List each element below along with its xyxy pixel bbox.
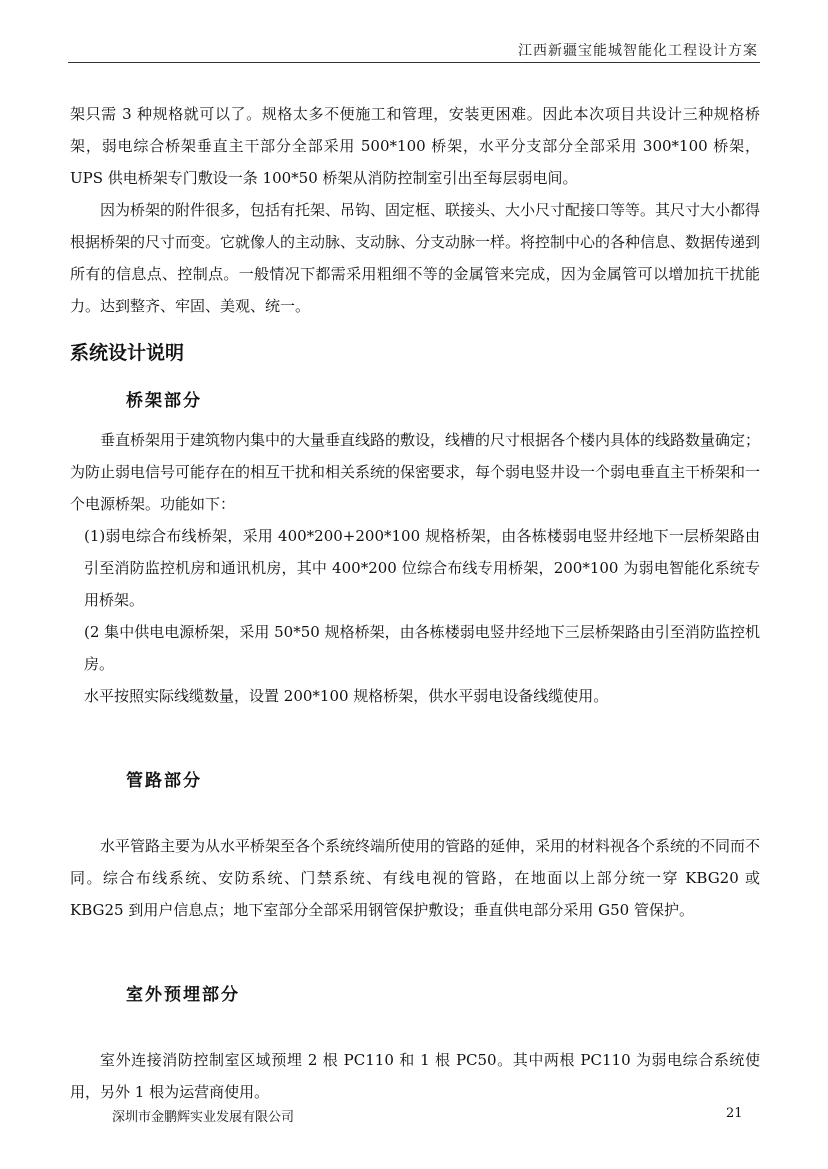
pipe-paragraph: 水平管路主要为从水平桥架至各个系统终端所使用的管路的延伸，采用的材料视各个系统的不同而不同。综合布线系统、安防系统、门禁系统、有线电视的管路，在地面以上部分统一穿 KBG20 或 KBG25 到用户信息点；地下室部分全部采用钢管保护敷设；垂直供电部分采用 G50 管保护。 [70, 837, 761, 919]
intro-paragraph-2: 因为桥架的附件很多，包括有托架、吊钩、固定框、联接头、大小尺寸配接口等等。其尺寸大小都得根据桥架的尺寸而变。它就像人的主动脉、支动脉、分支动脉一样。将控制中心的各种信息、数据传递到所有的信息点、控制点。一般情况下都需采用粗细不等的金属管来完成，因为金属管可以增加抗干扰能力。达到整齐、牢固、美观、统一。 [70, 201, 761, 315]
header-title: 江西新疆宝能城智能化工程设计方案 [518, 43, 758, 59]
tray-heading: 桥架部分 [126, 391, 202, 411]
header-divider [68, 62, 760, 63]
section-heading: 系统设计说明 [70, 342, 185, 364]
tray-item-1: (1)弱电综合布线桥架，采用 400*200+200*100 规格桥架，由各栋楼弱电竖井经地下一层桥架路由引至消防监控机房和通讯机房，其中 400*200 位综合布线专用桥架，200*100 为弱电智能化系统专用桥架。 [84, 527, 760, 609]
pipe-heading: 管路部分 [126, 771, 202, 791]
footer-company: 深圳市金鹏辉实业发展有限公司 [112, 1110, 295, 1125]
outdoor-heading: 室外预埋部分 [126, 985, 240, 1005]
tray-item-2: (2 集中供电电源桥架，采用 50*50 规格桥架，由各栋楼弱电竖井经地下三层桥架路由引至消防监控机房。 [84, 623, 760, 673]
tray-paragraph: 垂直桥架用于建筑物内集中的大量垂直线路的敷设，线槽的尺寸根据各个楼内具体的线路数量确定；为防止弱电信号可能存在的相互干扰和相关系统的保密要求，每个弱电竖井设一个弱电垂直主干桥架和一个电源桥架。功能如下： [70, 431, 761, 513]
outdoor-paragraph: 室外连接消防控制室区域预埋 2 根 PC110 和 1 根 PC50。其中两根 PC110 为弱电综合系统使用，另外 1 根为运营商使用。 [70, 1051, 760, 1101]
page-number: 21 [726, 1106, 743, 1121]
tray-horizontal: 水平按照实际线缆数量，设置 200*100 规格桥架，供水平弱电设备线缆使用。 [84, 687, 609, 705]
tray-section [70, 424, 760, 712]
pipe-section [70, 830, 760, 926]
intro-paragraph-1: 架只需 3 种规格就可以了。规格太多不便施工和管理，安装更困难。因此本次项目共设计三种规格桥架，弱电综合桥架垂直主干部分全部采用 500*100 桥架，水平分支部分全部采用 300*100 桥架，UPS 供电桥架专门敷设一条 100*50 桥架从消防控制室引出至每层弱电间。 [70, 105, 760, 187]
outdoor-section [70, 1044, 760, 1108]
intro-section [70, 98, 760, 322]
